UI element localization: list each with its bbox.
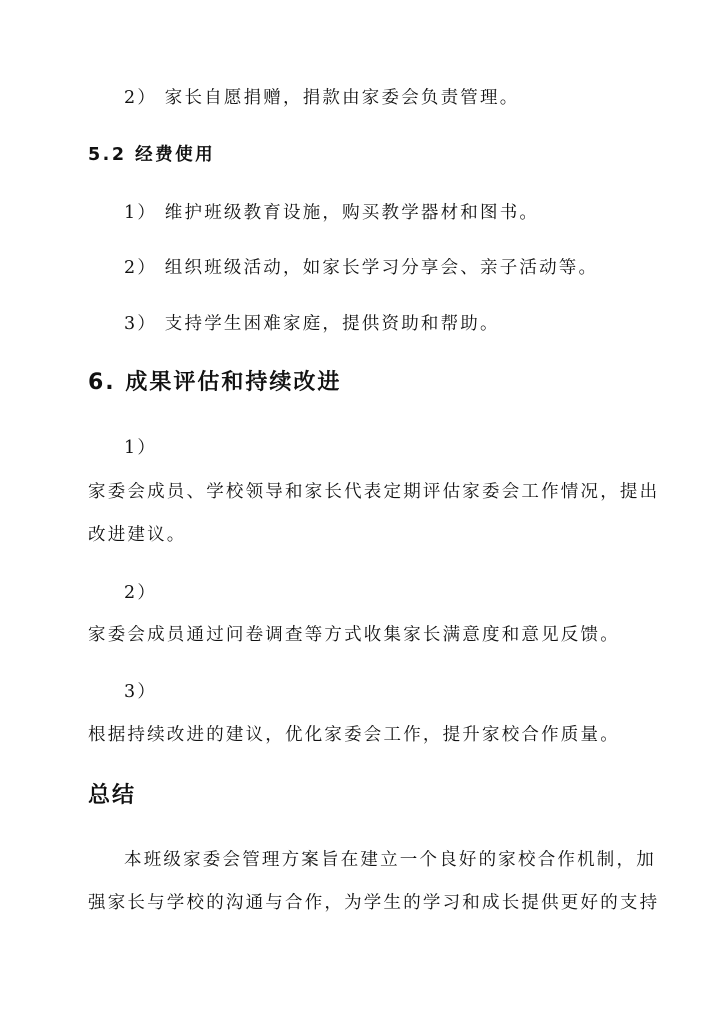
paragraph-evaluation-line1: 家委会成员、学校领导和家长代表定期评估家委会工作情况，提出 <box>88 482 660 502</box>
section-heading-5-2: 5.2 经费使用 <box>88 145 216 165</box>
paragraph-donation: 2） 家长自愿捐赠，捐款由家委会负责管理。 <box>124 88 520 108</box>
paragraph-evaluation-line2: 改进建议。 <box>88 525 187 545</box>
section-heading-6: 6. 成果评估和持续改进 <box>88 370 342 395</box>
summary-paragraph-line1: 本班级家委会管理方案旨在建立一个良好的家校合作机制，加 <box>124 850 656 870</box>
summary-paragraph-line2: 强家长与学校的沟通与合作，为学生的学习和成长提供更好的支持 <box>88 893 660 913</box>
paragraph-survey: 家委会成员通过问卷调查等方式收集家长满意度和意见反馈。 <box>88 625 620 645</box>
list-number-3: 3） <box>124 682 158 702</box>
summary-heading: 总结 <box>88 783 137 808</box>
paragraph-improvement: 根据持续改进的建议，优化家委会工作，提升家校合作质量。 <box>88 725 620 745</box>
list-item-activities: 2） 组织班级活动，如家长学习分享会、亲子活动等。 <box>124 258 599 278</box>
list-number-1: 1） <box>124 438 158 458</box>
list-item-support: 3） 支持学生困难家庭，提供资助和帮助。 <box>124 314 500 334</box>
list-item-facilities: 1） 维护班级教育设施，购买教学器材和图书。 <box>124 203 540 223</box>
list-number-2: 2） <box>124 583 158 603</box>
